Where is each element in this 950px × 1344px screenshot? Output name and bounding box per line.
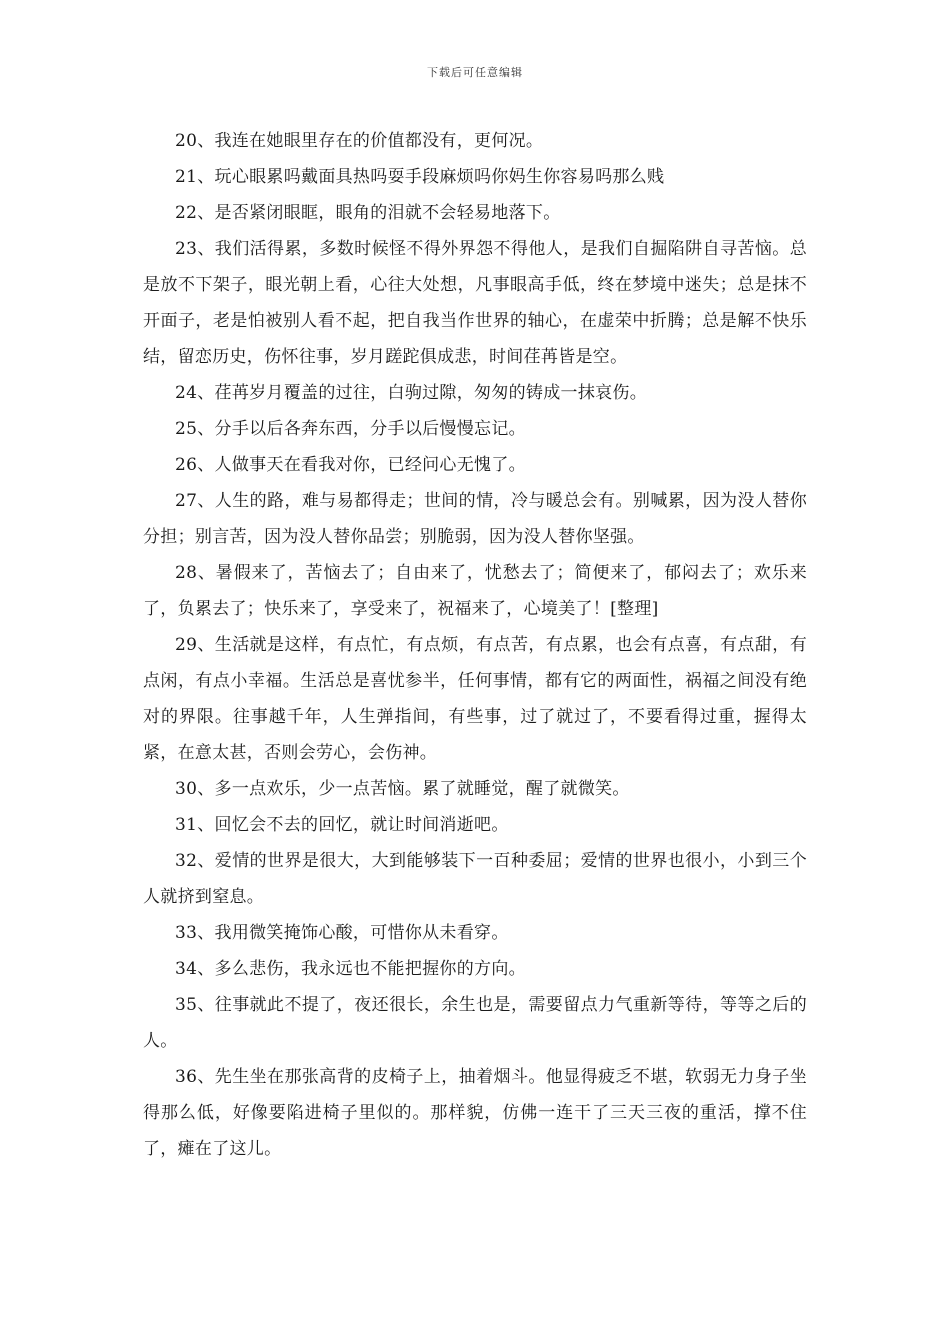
paragraph-36: 36、先生坐在那张高背的皮椅子上，抽着烟斗。他显得疲乏不堪，软弱无力身子坐得那么低，好像要陷进椅子里似的。那样貌，仿佛一连干了三天三夜的重活，撑不住了，瘫在了这儿。 [143, 1067, 807, 1159]
paragraph-23: 23、我们活得累，多数时候怪不得外界怨不得他人，是我们自掘陷阱自寻苦恼。总是放不下架子，眼光朝上看，心往大处想，凡事眼高手低，终在梦境中迷失；总是抹不开面子，老是怕被别人看不起，把自我当作世界的轴心，在虚荣中折腾；总是解不快乐结，留恋历史，伤怀往事，岁月蹉跎俱成悲，时间荏苒皆是空。 [143, 239, 807, 367]
paragraph-34: 34、多么悲伤，我永远也不能把握你的方向。 [175, 959, 526, 979]
paragraph-26: 26、人做事天在看我对你，已经问心无愧了。 [175, 455, 526, 475]
paragraph-22: 22、是否紧闭眼眶，眼角的泪就不会轻易地落下。 [175, 203, 561, 223]
paragraph-20: 20、我连在她眼里存在的价值都没有，更何况。 [175, 131, 544, 151]
paragraph-21: 21、玩心眼累吗戴面具热吗耍手段麻烦吗你妈生你容易吗那么贱 [175, 167, 665, 187]
paragraph-28: 28、暑假来了，苦恼去了；自由来了，忧愁去了；简便来了，郁闷去了；欢乐来了，负累去了；快乐来了，享受来了，祝福来了，心境美了！[整理] [143, 563, 807, 619]
paragraph-35: 35、往事就此不提了，夜还很长，余生也是，需要留点力气重新等待，等等之后的人。 [143, 995, 807, 1051]
paragraph-32: 32、爱情的世界是很大，大到能够装下一百种委屈；爱情的世界也很小，小到三个人就挤到窒息。 [143, 851, 807, 907]
paragraph-27: 27、人生的路，难与易都得走；世间的情，冷与暖总会有。别喊累，因为没人替你分担；别言苦，因为没人替你品尝；别脆弱，因为没人替你坚强。 [143, 491, 807, 547]
paragraph-30: 30、多一点欢乐，少一点苦恼。累了就睡觉，醒了就微笑。 [175, 779, 630, 799]
paragraph-31: 31、回忆会不去的回忆，就让时间消逝吧。 [175, 815, 509, 835]
page-header: 下载后可任意编辑 [427, 66, 523, 79]
paragraph-29: 29、生活就是这样，有点忙，有点烦，有点苦，有点累，也会有点喜，有点甜，有点闲，有点小幸福。生活总是喜忧参半，任何事情，都有它的两面性，祸福之间没有绝对的界限。往事越千年，人生弹指间，有些事，过了就过了，不要看得过重，握得太紧，在意太甚，否则会劳心，会伤神。 [143, 635, 807, 763]
paragraph-25: 25、分手以后各奔东西，分手以后慢慢忘记。 [175, 419, 526, 439]
document-body [143, 123, 807, 1167]
paragraph-33: 33、我用微笑掩饰心酸，可惜你从未看穿。 [175, 923, 509, 943]
paragraph-24: 24、荏苒岁月覆盖的过往，白驹过隙，匆匆的铸成一抹哀伤。 [175, 383, 648, 403]
